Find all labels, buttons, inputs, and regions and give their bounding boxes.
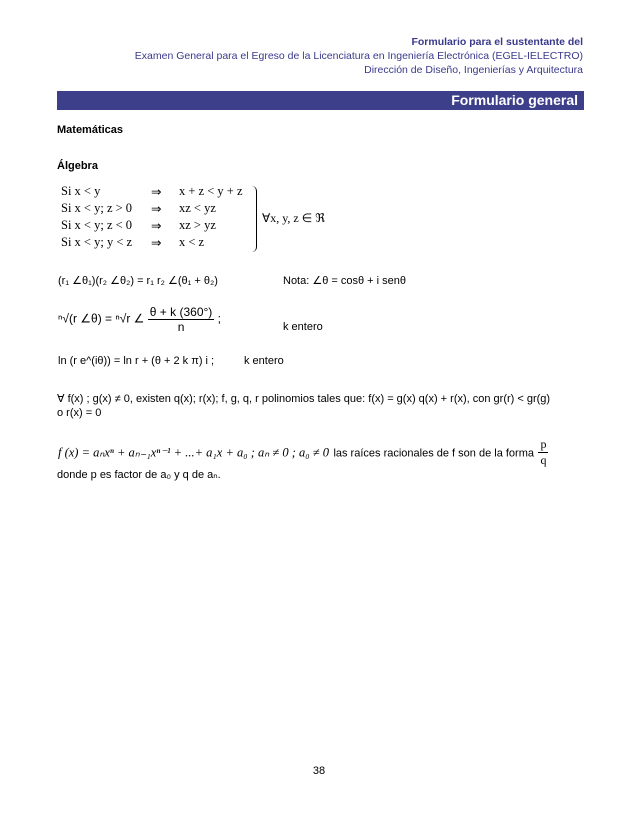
banner-title: Formulario general (451, 92, 578, 108)
implies-symbol: ⇒ (151, 219, 162, 233)
inequality-condition: Si x < y; z < 0 (61, 218, 133, 232)
section-banner (57, 91, 584, 110)
fraction-numerator: p (540, 437, 547, 451)
section-algebra-heading: Álgebra (57, 160, 98, 172)
header-department: Dirección de Diseño, Ingenierías y Arquitectura (364, 64, 583, 76)
implies-symbol: ⇒ (151, 236, 162, 250)
inequality-result: xz < yz (179, 201, 216, 215)
complex-log-k-note: k entero (244, 355, 284, 367)
inequality-condition: Si x < y; z > 0 (61, 201, 133, 215)
fraction-numerator: θ + k (360°) (149, 305, 213, 319)
fraction-denominator: q (540, 453, 547, 467)
inequality-result: x < z (179, 235, 205, 249)
polynomial-formula: f (x) = aₙxⁿ + aₙ₋₁xⁿ⁻¹ + ...+ a₁x + a₀ ; aₙ ≠ 0 ; a₀ ≠ 0 (58, 445, 329, 460)
implies-symbol: ⇒ (151, 202, 162, 216)
inequality-condition: Si x < y; y < z (61, 235, 133, 249)
polar-product-formula: (r₁ ∠θ₁)(r₂ ∠θ₂) = r₁ r₂ ∠(θ₁ + θ₂) (58, 275, 218, 287)
root-k-note: k entero (283, 321, 323, 333)
page-number: 38 (312, 765, 326, 777)
polar-note: Nota: ∠θ = cosθ + i senθ (283, 275, 406, 287)
header-title: Formulario para el sustentante del (411, 36, 583, 48)
root-angle-fraction (148, 305, 215, 334)
polynomial-division-text (57, 392, 587, 420)
quantifier-label: ∀x, y, z ∈ ℜ (262, 211, 325, 225)
polynomial-division-line: ∀ f(x) ; g(x) ≠ 0, existen q(x); r(x); f, g, q, r polinomios tales que: f(x) = g(x) q(x) + r(x), con gr(r) < gr(g) (57, 393, 551, 405)
root-formula (58, 305, 221, 334)
p-over-q-fraction (538, 437, 548, 468)
header-exam-name: Examen General para el Egreso de la Licenciatura en Ingeniería Electrónica (EGEL-IELECTRO) (134, 50, 583, 62)
rational-roots-note: donde p es factor de a₀ y q de aₙ. (57, 469, 221, 481)
inequality-result: x + z < y + z (179, 184, 243, 198)
root-semicolon: ; (217, 311, 221, 326)
polynomial-division-line: o r(x) = 0 (57, 407, 102, 419)
inequality-result: xz > yz (179, 218, 216, 232)
root-lhs: ⁿ√(r ∠θ) = ⁿ√r ∠ (58, 311, 145, 326)
complex-log-formula: ln (r e^(iθ)) = ln r + (θ + 2 k π) i ; (58, 355, 215, 367)
fraction-denominator: n (177, 320, 185, 334)
section-math-heading: Matemáticas (57, 124, 124, 136)
inequality-condition: Si x < y (61, 184, 101, 198)
rational-roots-text: las raíces racionales de f son de la forma (333, 447, 534, 460)
rational-roots-line (58, 437, 548, 468)
implies-symbol: ⇒ (151, 185, 162, 199)
right-brace (248, 186, 257, 252)
